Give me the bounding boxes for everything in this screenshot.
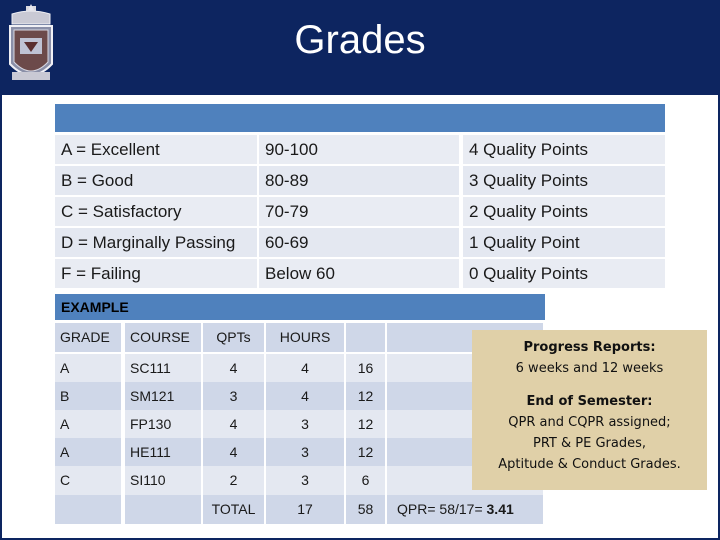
end-of-semester-heading: End of Semester: <box>526 394 653 409</box>
row-hours: 3 <box>266 466 346 495</box>
slide-header <box>0 0 720 95</box>
row-hours: 4 <box>266 354 346 383</box>
qpr-value: 3.41 <box>486 501 514 517</box>
row-product: 12 <box>346 438 387 467</box>
row-course: FP130 <box>125 410 203 439</box>
qpr-formula: QPR= 58/17= <box>397 501 487 517</box>
grade-points: 0 Quality Points <box>463 259 665 288</box>
column-header-grade: GRADE <box>55 323 123 352</box>
row-qpts: 4 <box>203 410 266 439</box>
grade-label: D = Marginally Passing <box>55 228 257 257</box>
example-heading: EXAMPLE <box>55 294 545 320</box>
row-grade: C <box>55 466 123 495</box>
row-qpts: 4 <box>203 438 266 467</box>
row-course: SC111 <box>125 354 203 383</box>
slide-title: Grades <box>294 18 426 62</box>
column-header-course: COURSE <box>125 323 203 352</box>
row-hours: 3 <box>266 438 346 467</box>
row-grade: A <box>55 354 123 383</box>
row-qpts: 2 <box>203 466 266 495</box>
end-of-semester-line: PRT & PE Grades, <box>533 436 646 451</box>
row-hours: 3 <box>266 410 346 439</box>
total-blank <box>55 495 123 524</box>
grade-points: 2 Quality Points <box>463 197 665 226</box>
grade-label: A = Excellent <box>55 135 257 164</box>
grade-points: 1 Quality Point <box>463 228 665 257</box>
row-grade: B <box>55 382 123 411</box>
grade-scale-row <box>55 166 665 195</box>
row-course: SM121 <box>125 382 203 411</box>
progress-reports-heading: Progress Reports: <box>523 340 656 355</box>
grade-range: Below 60 <box>259 259 459 288</box>
row-grade: A <box>55 438 123 467</box>
row-hours: 4 <box>266 382 346 411</box>
end-of-semester-line: QPR and CQPR assigned; <box>508 415 671 430</box>
row-grade: A <box>55 410 123 439</box>
end-of-semester-line: Aptitude & Conduct Grades. <box>498 457 681 472</box>
grade-scale-row <box>55 259 665 288</box>
grade-label: B = Good <box>55 166 257 195</box>
grade-points: 3 Quality Points <box>463 166 665 195</box>
grade-label: F = Failing <box>55 259 257 288</box>
column-header-hours: HOURS <box>266 323 346 352</box>
row-course: SI110 <box>125 466 203 495</box>
row-product: 12 <box>346 382 387 411</box>
row-product: 16 <box>346 354 387 383</box>
row-qpts: 4 <box>203 354 266 383</box>
row-product: 12 <box>346 410 387 439</box>
grade-scale-row <box>55 197 665 226</box>
grade-range: 70-79 <box>259 197 459 226</box>
total-product: 58 <box>346 495 387 524</box>
column-header-qpts: QPTs <box>203 323 266 352</box>
row-course: HE111 <box>125 438 203 467</box>
progress-reports-text: 6 weeks and 12 weeks <box>515 361 664 376</box>
example-total-row <box>55 495 545 524</box>
grade-range: 60-69 <box>259 228 459 257</box>
grading-notes-box <box>472 330 707 490</box>
column-header-product <box>346 323 387 352</box>
grade-points: 4 Quality Points <box>463 135 665 164</box>
grade-range: 90-100 <box>259 135 459 164</box>
grade-scale-row <box>55 135 665 164</box>
qpr-result <box>387 495 545 524</box>
grade-scale-header <box>55 104 665 132</box>
grade-range: 80-89 <box>259 166 459 195</box>
row-product: 6 <box>346 466 387 495</box>
grade-label: C = Satisfactory <box>55 197 257 226</box>
total-hours: 17 <box>266 495 346 524</box>
grade-scale-row <box>55 228 665 257</box>
total-blank <box>125 495 203 524</box>
total-label: TOTAL <box>203 495 266 524</box>
row-qpts: 3 <box>203 382 266 411</box>
